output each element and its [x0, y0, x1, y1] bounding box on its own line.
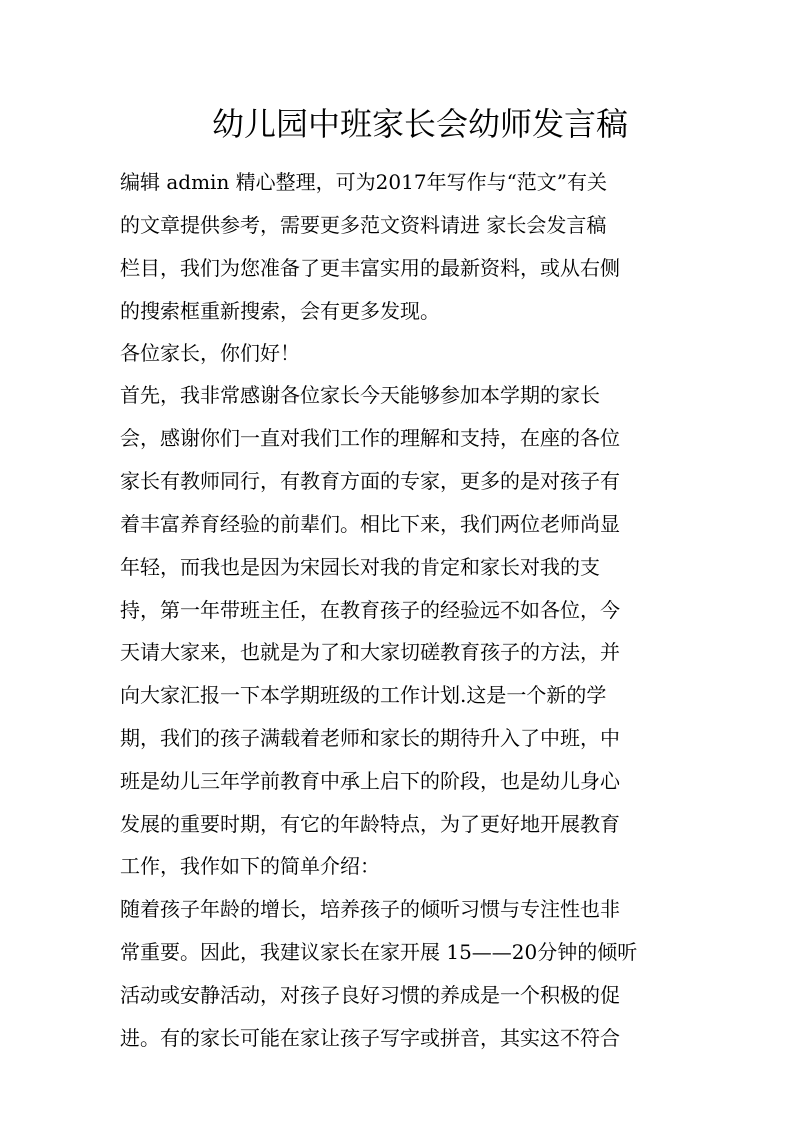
text-line: 栏目，我们为您准备了更丰富实用的最新资料，或从右侧	[120, 256, 620, 280]
text-line: 会，感谢你们一直对我们工作的理解和支持，在座的各位	[120, 426, 620, 450]
text-line: 活动或安静活动，对孩子良好习惯的养成是一个积极的促	[120, 983, 620, 1007]
text-line: 年轻，而我也是因为宋园长对我的肯定和家长对我的支	[120, 555, 600, 579]
text-line: 工作，我作如下的简单介绍：	[120, 854, 380, 878]
text-line: 的文章提供参考，需要更多范文资料请进 家长会发言稿	[120, 213, 607, 237]
text-line: 各位家长，你们好！	[120, 341, 300, 365]
text-line: 家长有教师同行，有教育方面的专家，更多的是对孩子有	[120, 469, 620, 493]
document-title: 幼儿园中班家长会幼师发言稿	[211, 105, 628, 143]
text-line: 期，我们的孩子满载着老师和家长的期待升入了中班，中	[120, 726, 620, 750]
text-line: 常重要。因此，我建议家长在家开展 15——20分钟的倾听	[120, 940, 638, 964]
text-line: 持，第一年带班主任，在教育孩子的经验远不如各位，今	[120, 598, 620, 622]
text-line: 着丰富养育经验的前辈们。相比下来，我们两位老师尚显	[120, 512, 620, 536]
text-line: 随着孩子年龄的增长，培养孩子的倾听习惯与专注性也非	[120, 897, 620, 921]
text-line: 向大家汇报一下本学期班级的工作计划.这是一个新的学	[120, 683, 607, 707]
text-line: 首先，我非常感谢各位家长今天能够参加本学期的家长	[120, 383, 600, 407]
text-line: 班是幼儿三年学前教育中承上启下的阶段，也是幼儿身心	[120, 769, 620, 793]
text-line: 进。有的家长可能在家让孩子写字或拼音，其实这不符合	[120, 1026, 620, 1050]
text-line: 发展的重要时期，有它的年龄特点，为了更好地开展教育	[120, 812, 620, 836]
text-line: 天请大家来，也就是为了和大家切磋教育孩子的方法，并	[120, 640, 620, 664]
text-line: 的搜索框重新搜索，会有更多发现。	[120, 299, 440, 323]
text-line: 编辑 admin 精心整理，可为2017年写作与“范文”有关	[120, 170, 608, 194]
